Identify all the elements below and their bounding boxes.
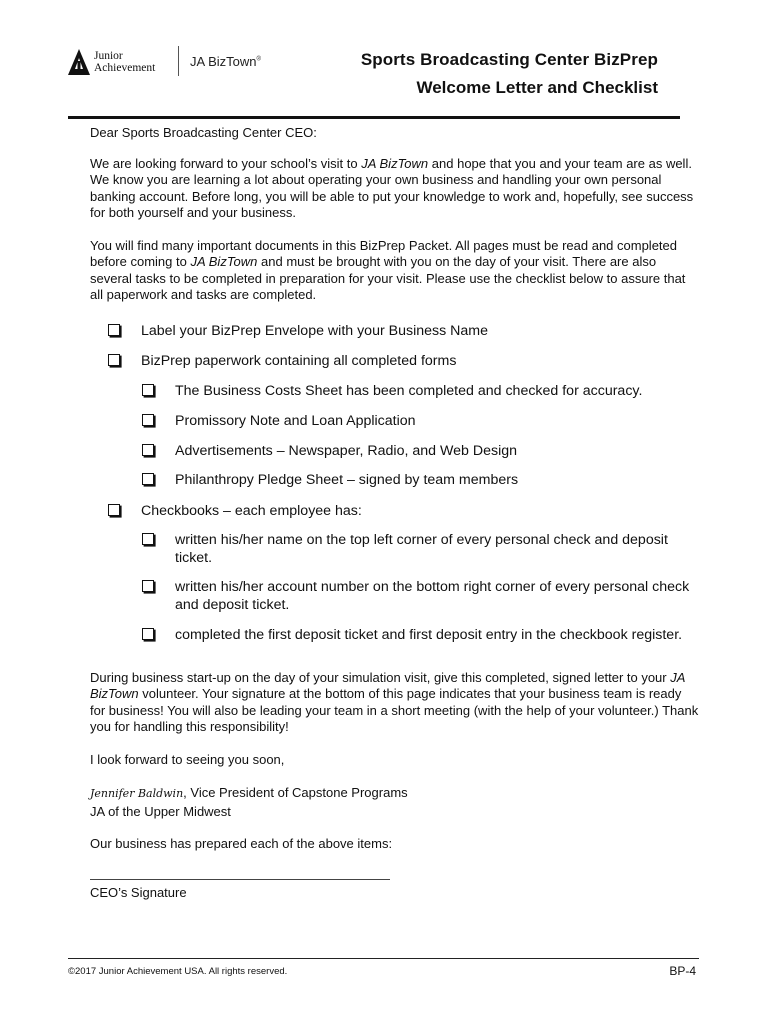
checklist-label: The Business Costs Sheet has been completed and checked for accuracy. (175, 383, 643, 399)
logo-line-1: Junior (94, 50, 123, 62)
checklist-subitem-advertisements[interactable] (142, 442, 702, 460)
checkbox-icon[interactable] (142, 444, 154, 456)
checklist-subitem-deposit-entry[interactable] (142, 626, 702, 644)
checklist-label: Philanthropy Pledge Sheet – signed by team members (175, 472, 519, 488)
checkbox-icon[interactable] (108, 324, 120, 336)
checklist-label: Advertisements – Newspaper, Radio, and Web Design (175, 443, 517, 459)
footer-rule (68, 958, 699, 959)
checklist-item-checkbooks[interactable] (108, 502, 698, 520)
checkbox-icon[interactable] (142, 580, 154, 592)
p2-emphasis: JA BizTown (190, 254, 258, 270)
logo-line-2: Achievement (94, 62, 156, 74)
paragraph-1 (90, 156, 700, 222)
paragraph-2 (90, 238, 700, 304)
page-number: BP-4 (669, 964, 696, 978)
p1-text-b: and hope that you and your team are as well. We know you are learning a lot about operating your own business and handling your own personal banking account. Before long, you will be able to put your knowledge to work and, hopefully, see success for both yourself and your business. (90, 156, 694, 221)
p3-emphasis: JA BizTown (90, 670, 685, 702)
checklist-subitem-philanthropy[interactable] (142, 471, 702, 489)
checklist-subitem-promissory-note[interactable] (142, 412, 702, 430)
header-rule (68, 116, 680, 119)
copyright: ©2017 Junior Achievement USA. All rights reserved. (68, 966, 288, 977)
checkbox-icon[interactable] (108, 504, 120, 516)
checklist-label: written his/her name on the top left corner of every personal check and deposit ticket. (175, 532, 668, 566)
signer-signature: Jennifer Baldwin (90, 787, 184, 800)
signer-title: , Vice President of Capstone Programs (183, 785, 408, 800)
salutation: Dear Sports Broadcasting Center CEO: (90, 125, 317, 140)
registered-mark: ® (256, 56, 261, 63)
brand-text: JA BizTown (190, 54, 257, 69)
checklist-item-paperwork[interactable] (108, 352, 698, 370)
header-divider (178, 46, 179, 76)
p3-text-b: volunteer. Your signature at the bottom of this page indicates that your business team is ready for business! You will also be leading your team in a short meeting (with the help of your volunteer.) Thank you for handling this responsibility! (90, 686, 699, 735)
paragraph-3 (90, 670, 700, 736)
checkbox-icon[interactable] (142, 533, 154, 545)
page-subtitle: Welcome Letter and Checklist (416, 78, 658, 97)
checkbox-icon[interactable] (108, 354, 120, 366)
p2-text-a: You will find many important documents in this BizPrep Packet. All pages must be read and completed before coming to (90, 238, 677, 270)
checklist-label: Label your BizPrep Envelope with your Business Name (141, 323, 488, 339)
ja-logo-mark-icon (68, 49, 90, 75)
checklist-label: completed the first deposit ticket and first deposit entry in the checkbook register. (175, 627, 683, 643)
p2-text-b: and must be brought with you on the day of your visit. There are also several tasks to be completed in preparation for your visit. Please use the checklist below to assure that all paperwork and tasks are completed. (90, 254, 686, 303)
signature-block (90, 785, 700, 802)
p1-emphasis: JA BizTown (361, 156, 429, 171)
prepared-statement: Our business has prepared each of the above items: (90, 836, 393, 851)
checkbox-icon[interactable] (142, 414, 154, 426)
checklist-label: Checkbooks – each employee has: (141, 503, 362, 519)
checklist-label: written his/her account number on the bottom right corner of every personal check and deposit ticket. (175, 579, 690, 613)
farewell: I look forward to seeing you soon, (90, 752, 285, 767)
checklist-item-envelope[interactable] (108, 322, 698, 340)
signature-line[interactable] (90, 879, 390, 880)
checkbox-icon[interactable] (142, 384, 154, 396)
checklist-label: BizPrep paperwork containing all completed forms (141, 353, 457, 369)
p1-text-a: We are looking forward to your school’s visit to (90, 156, 362, 171)
brand-name (190, 54, 261, 69)
junior-achievement-logo (68, 46, 155, 78)
p3-text-a: During business start-up on the day of your simulation visit, give this completed, signed letter to your (90, 670, 671, 685)
signer-organization: JA of the Upper Midwest (90, 804, 231, 819)
checklist-subitem-name-on-check[interactable] (142, 531, 702, 567)
signature-label: CEO’s Signature (90, 885, 187, 900)
checkbox-icon[interactable] (142, 473, 154, 485)
checklist-subitem-account-number[interactable] (142, 578, 702, 614)
checklist-label: Promissory Note and Loan Application (175, 413, 416, 429)
checklist-subitem-business-costs[interactable] (142, 382, 702, 400)
checkbox-icon[interactable] (142, 628, 154, 640)
page-title: Sports Broadcasting Center BizPrep (360, 50, 658, 69)
